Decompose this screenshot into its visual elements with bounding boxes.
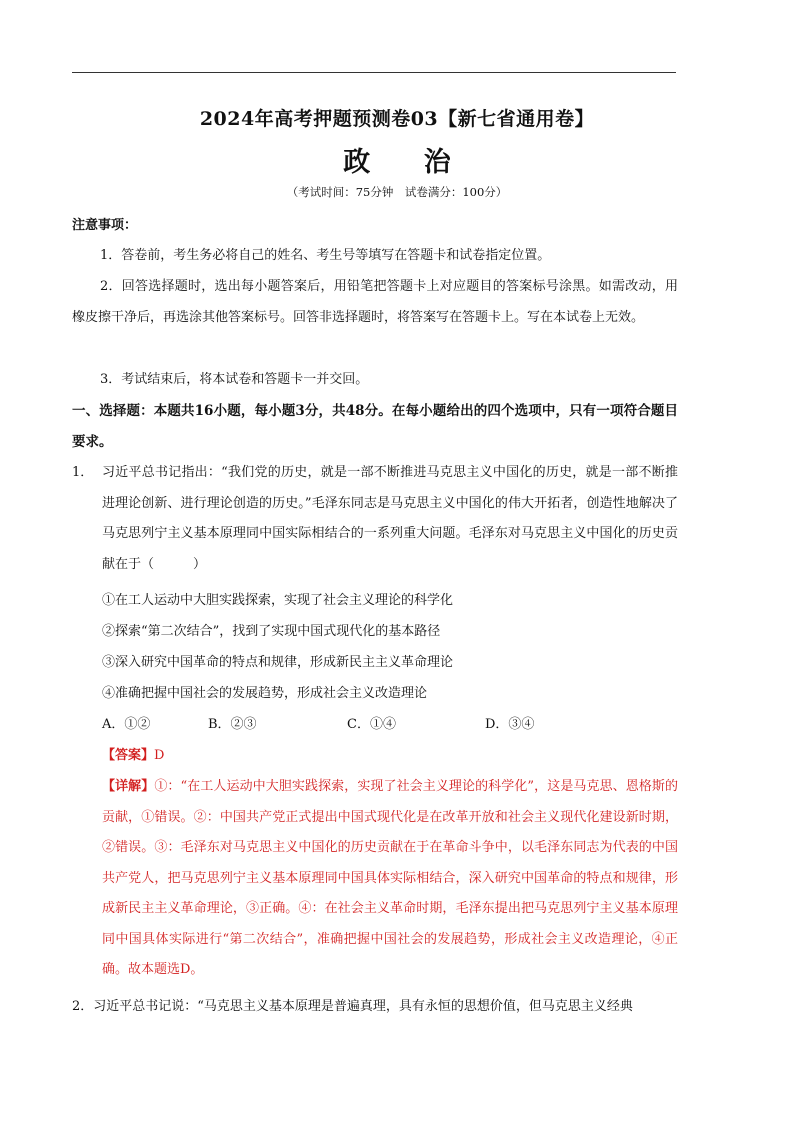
detail-text: ①：“在工人运动中大胆实践探索，实现了社会主义理论的科学化”，这是马克思、恩格斯的贡献，①错误。②：中国共产党正式提出中国式现代化是在改革开放和社会主义现代化建设新时期，②错误。③：毛泽东对马克思主义中国化的历史贡献在于在革命斗争中，以毛泽东同志为代表的中国共产党人，把马克思列宁主义基本原理同中国具体实际相结合，深入研究中国革命的特点和规律，形成新民主主义革命理论，③正确。④：在社会主义革命时期，毛泽东提出把马克思列宁主义基本原理同中国具体实际进行“第二次结合”，准确把握中国社会的发展趋势，形成社会主义改造理论，④正确。故本题选D。 — [102, 779, 678, 977]
section-heading: 一、选择题：本题共16小题，每小题3分，共48分。在每小题给出的四个选项中，只有一项符合题目要求。 — [72, 403, 678, 450]
statement-4: ④准确把握中国社会的发展趋势，形成社会主义改造理论 — [102, 686, 428, 701]
notice-item-2: 2．回答选择题时，选出每小题答案后，用铅笔把答题卡上对应题目的答案标号涂黑。如需改动，用橡皮擦干净后，再选涂其他答案标号。回答非选择题时，将答案写在答题卡上。写在本试卷上无效。 — [72, 279, 678, 325]
answer-tag: 【答案】 — [102, 748, 155, 763]
statement-1: ①在工人运动中大胆实践探索，实现了社会主义理论的科学化 — [102, 593, 454, 608]
exam-info: （考试时间：75分钟 试卷满分：100分） — [286, 185, 508, 199]
answer-line — [102, 741, 164, 772]
choice-d: D．③④ — [485, 717, 535, 732]
detail-tag: 【详解】 — [102, 779, 155, 794]
detail-explanation — [102, 772, 678, 986]
choice-b: B．②③ — [208, 717, 257, 732]
choice-c: C．①④ — [347, 717, 396, 732]
header-rule — [72, 72, 676, 73]
choice-a: A．①② — [102, 717, 151, 732]
choice-row — [102, 710, 602, 740]
notice-heading: 注意事项： — [72, 218, 138, 233]
statement-3: ③深入研究中国革命的特点和规律，形成新民主主义革命理论 — [102, 655, 454, 670]
subject-title: 政 治 — [343, 147, 473, 178]
question-2-number: 2． — [72, 999, 94, 1014]
question-stem: 习近平总书记指出：“我们党的历史，就是一部不断推进马克思主义中国化的历史，就是一部不断推进理论创新、进行理论创造的历史。”毛泽东同志是马克思主义中国化的伟大开拓者，创造性地解决了马克思列宁主义基本原理同中国实际相结合的一系列重大问题。毛泽东对马克思主义中国化的历史贡献在于（ ） — [102, 465, 678, 572]
question-number: 1． — [72, 465, 94, 480]
question-2-stem: 习近平总书记说：“马克思主义基本原理是普遍真理，具有永恒的思想价值，但马克思主义经典 — [93, 999, 633, 1014]
statement-2: ②探索“第二次结合”，找到了实现中国式现代化的基本路径 — [102, 624, 441, 639]
page-title: 2024年高考押题预测卷03【新七省通用卷】 — [199, 108, 595, 130]
notice-item-3: 3．考试结束后，将本试卷和答题卡一并交回。 — [100, 372, 369, 387]
notice-item-1: 1．答卷前，考生务必将自己的姓名、考生号等填写在答题卡和试卷指定位置。 — [100, 248, 551, 263]
question-2 — [72, 992, 678, 1023]
answer-value: D — [154, 748, 165, 763]
question-1 — [72, 458, 678, 580]
